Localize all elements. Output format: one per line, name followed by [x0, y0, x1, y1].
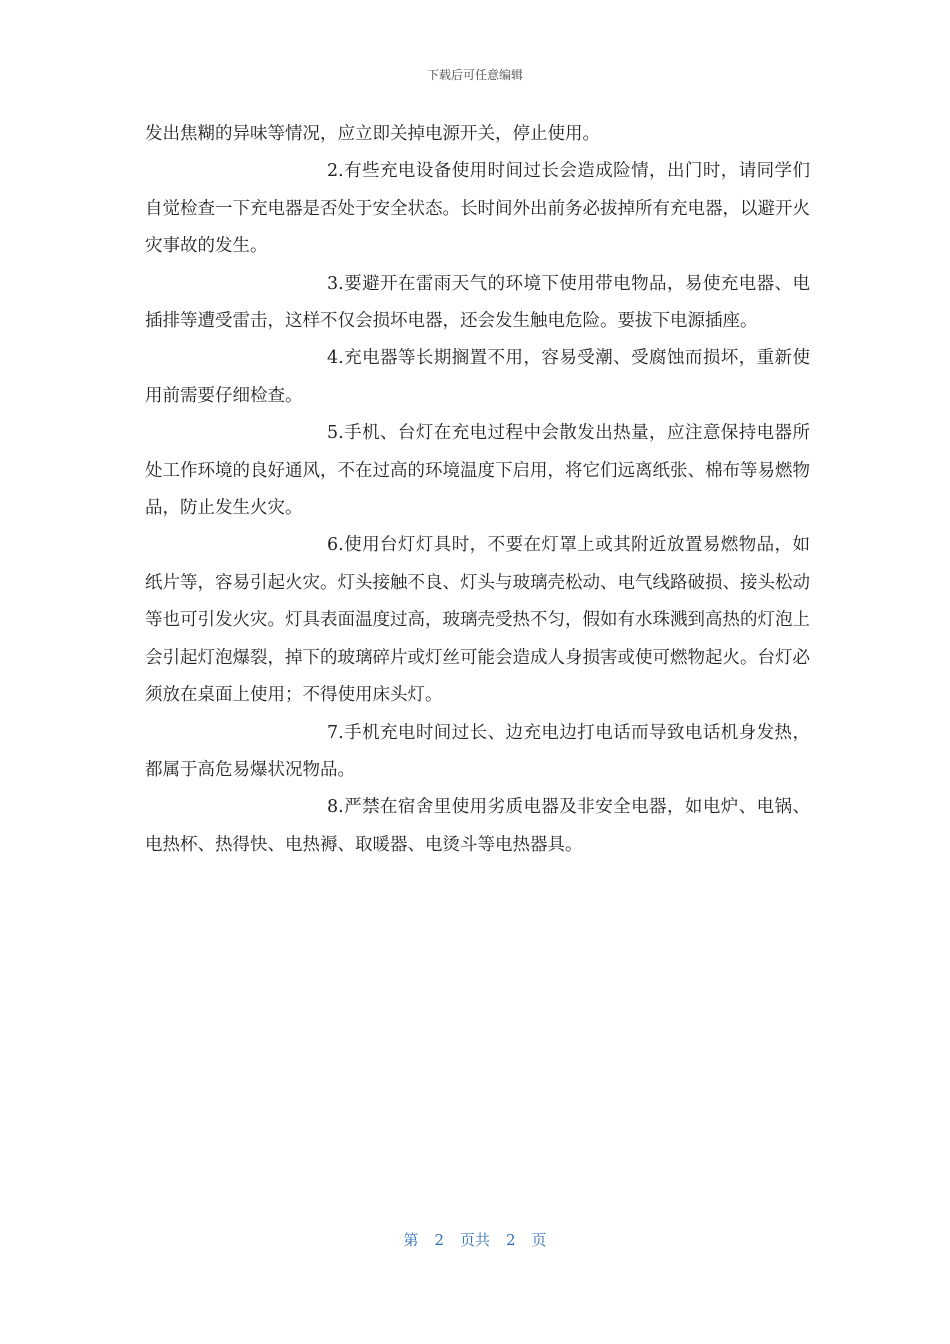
footer-suffix: 页	[531, 1231, 547, 1249]
list-item: 8.严禁在宿舍里使用劣质电器及非安全电器，如电炉、电锅、电热杯、热得快、电热褥、取暖器、电烫斗等电热器具。	[145, 797, 810, 855]
list-item: 7.手机充电时间过长、边充电边打电话而导致电话机身发热，都属于高危易爆状况物品。	[145, 722, 810, 780]
footer-middle: 页共	[459, 1231, 490, 1249]
footer-current-page: 2	[434, 1231, 444, 1249]
list-item: 5.手机、台灯在充电过程中会散发出热量，应注意保持电器所处工作环境的良好通风，不在过高的环境温度下启用，将它们远离纸张、棉布等易燃物品，防止发生火灾。	[145, 423, 810, 519]
document-body	[145, 116, 810, 864]
list-item: 6.使用台灯灯具时，不要在灯罩上或其附近放置易燃物品，如纸片等，容易引起火灾。灯头接触不良、灯头与玻璃壳松动、电气线路破损、接头松动等也可引发火灾。灯具表面温度过高，玻璃壳受热不匀，假如有水珠溅到高热的灯泡上会引起灯泡爆裂，掉下的玻璃碎片或灯丝可能会造成人身损害或使可燃物起火。台灯必须放在桌面上使用；不得使用床头灯。	[145, 535, 810, 706]
list-item: 3.要避开在雷雨天气的环境下使用带电物品，易使充电器、电插排等遭受雷击，这样不仅会损坏电器，还会发生触电危险。要拔下电源插座。	[145, 273, 810, 332]
list-item: 2.有些充电设备使用时间过长会造成险情，出门时，请同学们自觉检查一下充电器是否处于安全状态。长时间外出前务必拔掉所有充电器，以避开火灾事故的发生。	[145, 161, 810, 257]
footer-total-pages: 2	[506, 1231, 516, 1249]
footer-prefix: 第	[403, 1231, 419, 1249]
paragraph-continuation: 发出焦糊的异味等情况，应立即关掉电源开关，停止使用。	[145, 124, 600, 144]
page-header: 下载后可任意编辑	[426, 68, 523, 82]
list-item: 4.充电器等长期搁置不用，容易受潮、受腐蚀而损坏，重新使用前需要仔细检查。	[145, 348, 810, 406]
page-footer	[0, 1229, 950, 1250]
